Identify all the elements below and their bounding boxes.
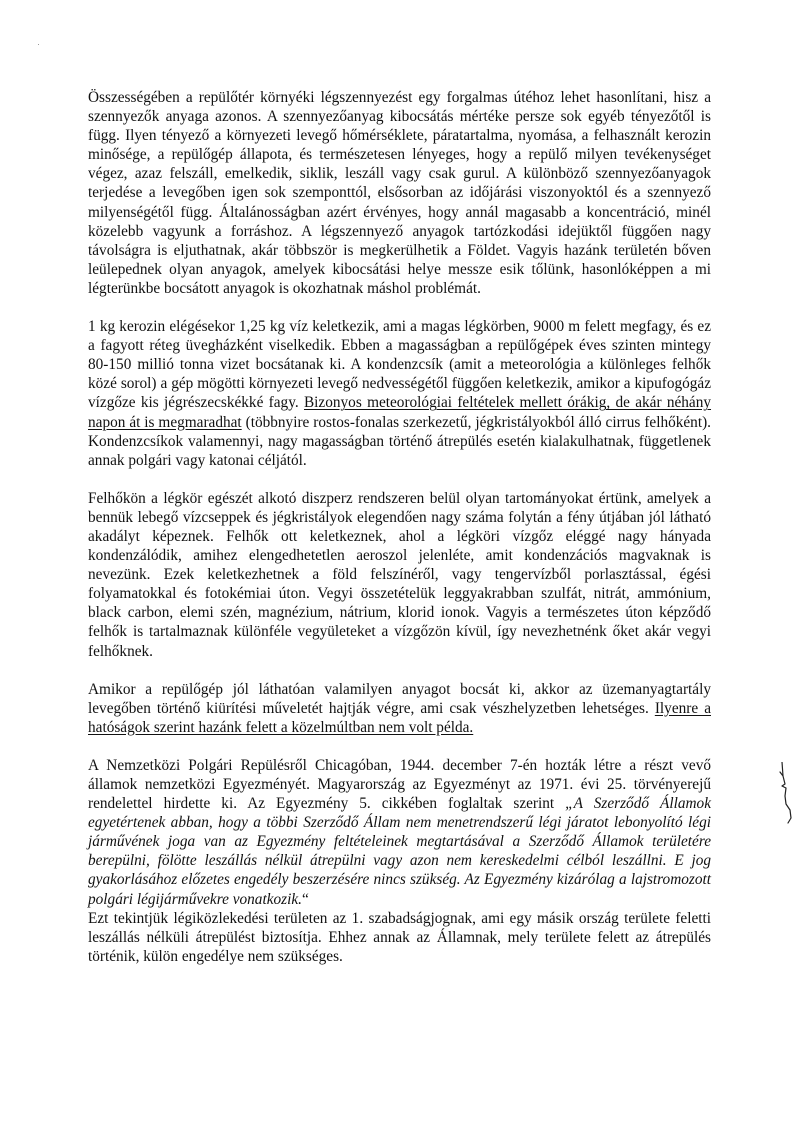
paragraph-clouds: [88, 489, 711, 661]
text-segment: A Nemzetközi Polgári Repülésről Chicagóban, 1944. december 7-én hozták létre a részt vevő államok nemzetközi Egyezményét. Magyarország az Egyezményt az 1971. évi 25. törvényerejű rendelettel hirdette ki. Az Egyezmény 5. cikkében foglaltak szerint: [88, 756, 711, 813]
text-segment: Összességében a repülőtér környéki légszennyezést egy forgalmas útéhoz lehet hasonlítani, hisz a szennyezők anyaga azonos. A szennyezőanyag kibocsátás mértéke persze sok egyéb tényezőtől is függ. Ilyen tényező a környezeti levegő hőmérséklete, páratartalma, nyomása, a felhasznált kerozin minősége, a repülőgép állapota, és természetesen lényeges, hogy a repülő milyen tevékenységet végez, azaz felszáll, emelkedik, siklik, leszáll vagy csak gurul. A különböző szennyezőanyagok terjedése a levegőben igen sok szemponttól, elsősorban az időjárási viszonyoktól és a szennyező milyenségétől függ. Általánosságban azért érvényes, hogy annál magasabb a koncentráció, minél közelebb vagyunk a forráshoz. A légszennyező anyagok tartózkodási idejüktől függően nagy távolságra is eljuthatnak, akár többször is megkerülhetik a Földet. Vagyis hazánk területén bőven leülepednek olyan anyagok, amelyek kibocsátási helye messze esik tőlünk, hasonlóképpen a mi légterünkbe bocsátott anyagok is okozhatnak máshol problémát.: [88, 89, 711, 297]
underlined-text: Bizonyos meteorológiai feltételek mellett órákig, de akár néhány napon át is megmaradhat: [88, 394, 712, 431]
text-segment: Ezt tekintjük légiközlekedési területen az 1. szabadságjognak, ami egy másik ország területe feletti leszállás nélküli átrepülést biztosítja. Ehhez annak az Államnak, mely területe felett az átrepülés történik, külön engedélye nem szükséges.: [88, 909, 711, 965]
text-segment: Amikor a repülőgép jól láthatóan valamilyen anyagot bocsát ki, akkor az üzemanyagtartály levegőben történő kiürítési műveletét hajtják végre, ami csak vészhelyzetben lehetséges.: [88, 680, 711, 717]
paragraph-first-freedom: [88, 909, 711, 966]
paragraph-contrails: [88, 317, 711, 470]
text-segment: 1 kg kerozin elégésekor 1,25 kg víz keletkezik, ami a magas légkörben, 9000 m felett megfagy, és ez a fagyott réteg üvegházként viselkedik. Ebben a magasságban a repülőgépek éves szinten mintegy 80-150 millió tonna vizet bocsátanak ki. A kondenzcsík (amit a meteorológia a különleges felhők közé sorol) a gép mögötti környezeti levegő nedvességétől függően keletkezik, amikor a kipufogógáz vízgőze kis jégrészecskékké fagy.: [88, 318, 711, 412]
underlined-text: Ilyenre a hatóságok szerint hazánk felett a közelmúltban nem volt példa.: [88, 699, 711, 736]
handwritten-mark-icon: [776, 762, 796, 824]
text-segment: Felhőkön a légkör egészét alkotó diszperz rendszeren belül olyan tartományokat értünk, amelyek a bennük lebegő vízcseppek és jégkristályok elegendően nagy száma folytán a fény útjában jól látható akadályt képeznek. Felhők ott keletkeznek, ahol a légköri vízgőz eléggé nagy hányada kondenzálódik, amihez elengedhetetlen aeroszol jelenléte, amit kondenzációs magvaknak is nevezünk. Ezek keletkezhetnek a föld felszínéről, vagy tengervízből porlasztással, égési folyamatokkal és fotokémiai úton. Vegyi összetételük leggyakrabban szulfát, nitrát, ammónium, black carbon, elemi szén, magnézium, nátrium, klorid ionok. Vagyis a természetes úton képződő felhők is tartalmaznak különféle vegyületeket a vízgőzön kívül, így nevezhetnénk őket akár vegyi felhőknek.: [88, 489, 711, 660]
document-page: [88, 88, 711, 985]
scan-artifact-dot: [38, 44, 39, 45]
paragraph-chicago-convention: [88, 756, 711, 909]
closing-quote: “: [301, 890, 309, 908]
paragraph-air-pollution: [88, 88, 711, 298]
quoted-italic-text: „A Szerződő Államok egyetértenek abban, hogy a többi Szerződő Állam nem menetrendszerű légi járatot lebonyolító légi járművének joga van az Egyezmény feltételeinek megtartásával a Szerződő Államok területére berepülni, fölötte leszállás nélkül átrepülni vagy azon nem kereskedelmi célból leszállni. E jog gyakorlásához előzetes engedély beszerzésére nincs szükség. Az Egyezmény kizárólag a lajstromozott polgári légijárművekre vonatkozik.: [88, 795, 711, 908]
text-segment: (többnyire rostos-fonalas szerkezetű, jégkristályokból álló cirrus felhőként). Kondenzcsíkok valamennyi, nagy magasságban történő átrepülés esetén kialakulhatnak, függetlenek annak polgári vagy katonai céljától.: [88, 413, 711, 469]
paragraph-fuel-dumping: [88, 680, 711, 737]
